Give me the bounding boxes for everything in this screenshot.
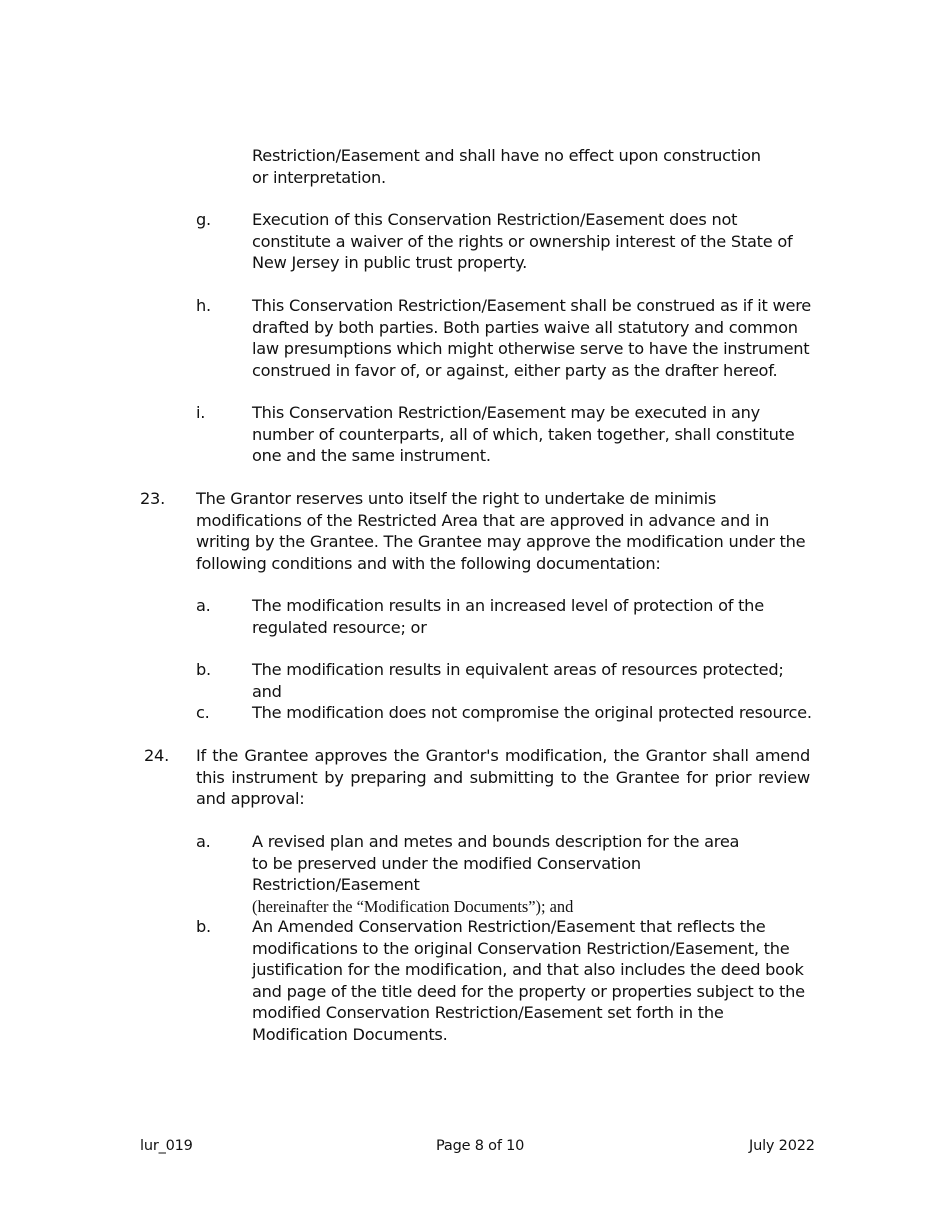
footer-date: July 2022	[749, 1138, 815, 1154]
section-number-24: 24.	[144, 746, 169, 765]
item-text-g: Execution of this Conservation Restriction/Easement does not constitute a waiver of the rights or ownership interest of the State of New Jersey in public trust property.	[252, 210, 793, 272]
item-text-23c: The modification does not compromise the original protected resource.	[252, 703, 812, 722]
item-text-24a	[252, 831, 752, 917]
item-text-24a-serif: (hereinafter the “Modification Documents”); and	[252, 896, 574, 916]
item-text-h: This Conservation Restriction/Easement shall be construed as if it were drafted by both parties. Both parties waive all statutory and common law presumptions which might otherwise serve to have the instrument construed in favor of, or against, either party as the drafter hereof.	[252, 296, 811, 380]
item-marker-24b: b.	[196, 917, 211, 936]
item-text-24b: An Amended Conservation Restriction/Easement that reflects the modifications to the original Conservation Restriction/Easement, the justification for the modification, and that also includes the deed book and page of the title deed for the property or properties subject to the modified Conservation Restriction/Easement set forth in the Modification Documents.	[252, 917, 805, 1044]
section-text-24: If the Grantee approves the Grantor's modification, the Grantor shall amend this instrument by preparing and submitting to the Grantee for prior review and approval:	[196, 746, 810, 808]
item-marker-23a: a.	[196, 596, 211, 615]
item-marker-24a: a.	[196, 832, 211, 851]
item-text-24a-main: A revised plan and metes and bounds description for the area to be preserved under the modified Conservation Restriction/Easement	[252, 832, 740, 894]
item-text-23b: The modification results in equivalent areas of resources protected; and	[252, 660, 784, 701]
item-text-i: This Conservation Restriction/Easement may be executed in any number of counterparts, all of which, taken together, shall constitute one and the same instrument.	[252, 403, 795, 465]
item-marker-g: g.	[196, 210, 211, 229]
footer-form-id: lur_019	[140, 1138, 193, 1154]
item-marker-23b: b.	[196, 660, 211, 679]
section-number-23: 23.	[140, 489, 165, 508]
item-marker-23c: c.	[196, 703, 210, 722]
footer-page-number: Page 8 of 10	[436, 1138, 525, 1154]
item-marker-i: i.	[196, 403, 206, 422]
item-marker-h: h.	[196, 296, 211, 315]
item-text-23a: The modification results in an increased level of protection of the regulated resource; or	[252, 596, 764, 637]
section-text-23: The Grantor reserves unto itself the right to undertake de minimis modifications of the Restricted Area that are approved in advance and in writing by the Grantee. The Grantee may approve the modification under the following conditions and with the following documentation:	[196, 489, 806, 573]
continuation-paragraph: Restriction/Easement and shall have no effect upon construction or interpretation.	[252, 146, 761, 187]
